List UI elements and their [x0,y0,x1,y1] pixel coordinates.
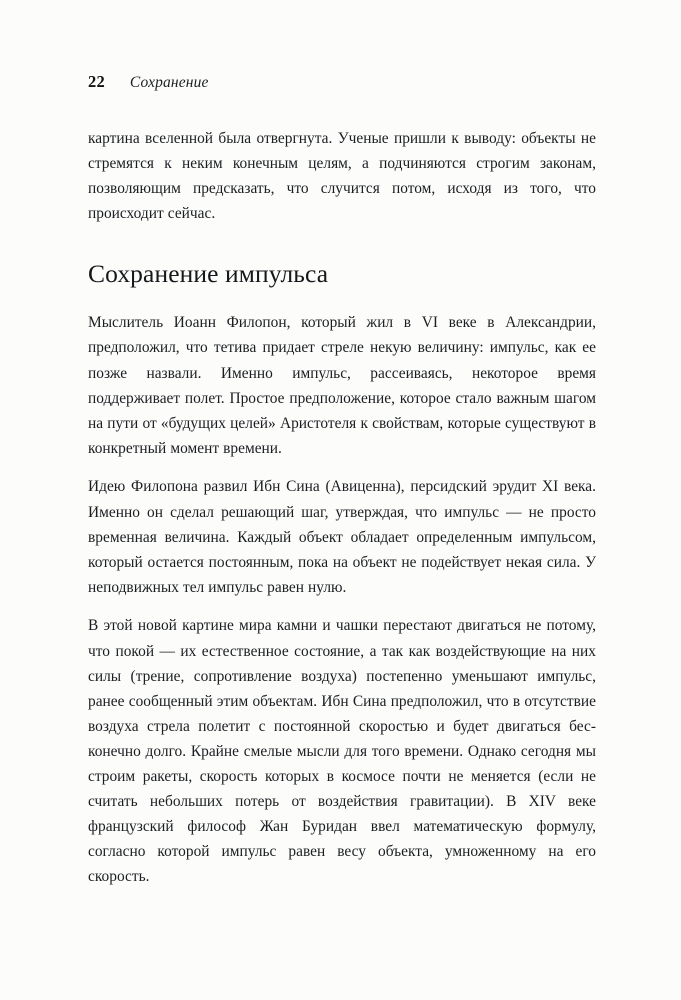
paragraph-avicenna: Идею Филопона развил Ибн Сина (Авиценна), персидский эрудит XI века. Именно он сделал решающий шаг, утверждая, что импульс — не просто временная величина. Каждый объект обладает определенным импульсом, который остается постоянным, пока на объект не подействует некая сила. У неподвижных тел импульс равен нулю. [88,478,596,596]
section-heading-block [88,259,596,289]
running-head-title: Сохранение [129,74,209,91]
running-head [88,72,595,96]
paragraph-philoponus: Мыслитель Иоанн Филопон, который жил в VI веке в Александрии, предположил, что тетива придает стреле некую величину: импульс, как ее позже назвали. Именно импульс, рассеиваясь, некоторое время поддерживает полет. Простое предположение, которое стало важным шагом на пути от «будущих целей» Аристотеля к свойствам, которые существуют в конкретный момент времени. [88,314,596,457]
section-heading: Сохранение импульса [88,259,329,289]
paragraph-continuation: картина вселенной была отвергнута. Ученые пришли к выводу: объекты не стремятся к неким конечным целям, а подчиняются строгим законам, позволяющим предсказать, что случится потом, исходя из того, что происходит сейчас. [88,130,596,223]
text-column [88,126,596,889]
paragraph-new-worldview: В этой новой картине мира камни и чашки перестают двигаться не потому, что покой — их естественное состояние, а так как воздействующие на них силы (трение, сопротивление воздуха) постепенно уменьшают импульс, ранее сообщенный этим объектам. Ибн Сина предположил, что в отсутствие воздуха стрела полетит с постоянной скоростью и будет двигаться бесконечно долго. Крайне смелые мысли для того времени. Однако сегодня мы строим ракеты, скорость которых в космосе почти не меняется (если не считать небольших потерь от воздействия гравитации). В XIV веке французский философ Жан Буридан ввел математическую формулу, согласно которой импульс равен весу объекта, умноженному на его скорость. [88,617,596,886]
page-number: 22 [88,72,105,91]
